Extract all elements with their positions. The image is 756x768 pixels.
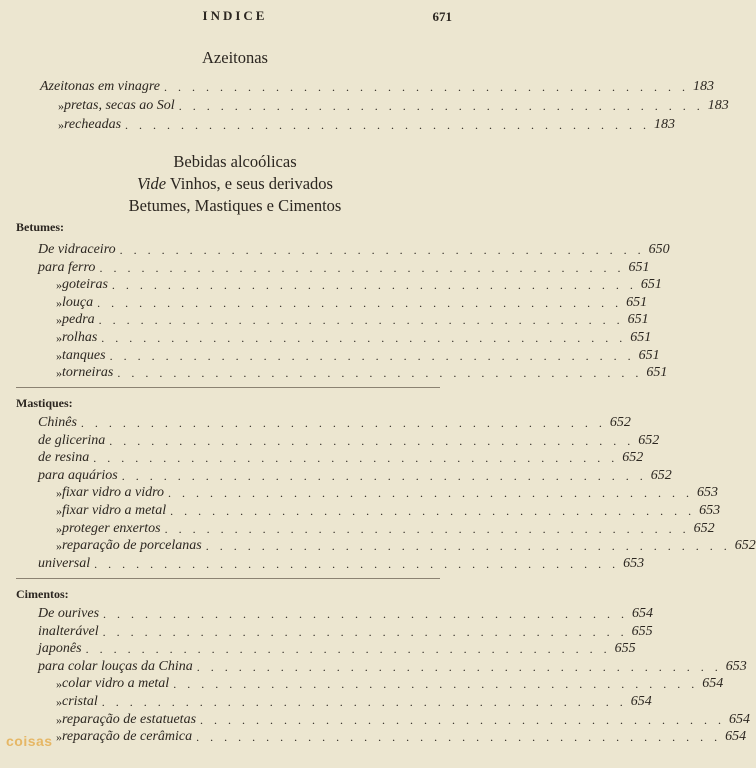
- ditto-mark: »: [56, 313, 62, 328]
- entry-label: inalterável: [38, 623, 99, 639]
- ditto-mark: »: [56, 677, 62, 692]
- index-entry: [38, 605, 654, 622]
- page-reference: 652: [609, 415, 631, 430]
- index-entry: [38, 623, 653, 640]
- index-entry: [38, 711, 751, 728]
- entry-label: para colar louças da China: [38, 658, 193, 674]
- page-reference: 651: [627, 312, 649, 328]
- ditto-mark: »: [56, 331, 62, 345]
- index-entry: [38, 467, 672, 484]
- dot-leader: . . . . . . . . . . . . . . . . . . . . . . . . . . . . . . . . . . . . . .: [98, 313, 624, 328]
- index-entry: [38, 364, 668, 381]
- entry-label: rolhas: [62, 330, 98, 345]
- category-label-mastiques: Mastiques:: [16, 396, 73, 410]
- dot-leader: . . . . . . . . . . . . . . . . . . . . . . . . . . . . . . . . . . . . . .: [200, 712, 726, 727]
- page-reference: 651: [638, 347, 660, 363]
- entry-label: pedra: [62, 312, 95, 328]
- dot-leader: . . . . . . . . . . . . . . . . . . . . . . . . . . . . . . . . . . . . . .: [164, 80, 690, 94]
- entry-label: fixar vidro a vidro: [62, 485, 165, 501]
- page-reference: 655: [631, 623, 653, 639]
- ditto-mark: »: [56, 712, 62, 727]
- index-entry: [38, 658, 747, 675]
- entry-label: goteiras: [62, 277, 108, 293]
- entry-label: de resina: [38, 450, 90, 466]
- index-entry: [38, 414, 631, 431]
- page-reference: 654: [630, 694, 652, 709]
- page-reference: 654: [632, 606, 654, 621]
- page-number: 671: [432, 9, 452, 24]
- index-entry: [40, 116, 676, 133]
- entry-label: japonês: [38, 641, 82, 657]
- page-reference: 654: [702, 676, 724, 692]
- dot-leader: . . . . . . . . . . . . . . . . . . . . . . . . . . . . . . . . . . . . . .: [97, 295, 623, 310]
- watermark-logo: coisas: [6, 733, 53, 749]
- entry-label: universal: [38, 555, 91, 571]
- dot-leader: . . . . . . . . . . . . . . . . . . . . . . . . . . . . . . . . . . . . . .: [196, 659, 722, 674]
- index-entry: [38, 347, 660, 364]
- index-entry: [38, 259, 650, 276]
- ditto-mark: »: [56, 730, 62, 745]
- ditto-mark: »: [56, 504, 62, 518]
- page-reference: 651: [628, 259, 650, 275]
- index-entry: [38, 294, 648, 311]
- divider-rule: [16, 387, 440, 388]
- entry-label: reparação de cerâmica: [62, 729, 193, 745]
- page-reference: 183: [654, 117, 676, 132]
- dot-leader: . . . . . . . . . . . . . . . . . . . . . . . . . . . . . . . . . . . . . .: [117, 366, 643, 381]
- index-entry: [40, 78, 715, 95]
- page-reference: 653: [697, 485, 719, 501]
- page-reference: 655: [614, 641, 636, 657]
- category-label-betumes: Betumes:: [16, 220, 64, 234]
- dot-leader: . . . . . . . . . . . . . . . . . . . . . . . . . . . . . . . . . . . . . .: [109, 348, 635, 363]
- section-title-azeitonas: Azeitonas: [202, 48, 268, 67]
- ditto-mark: »: [56, 278, 62, 293]
- ditto-mark: »: [58, 118, 64, 132]
- dot-leader: . . . . . . . . . . . . . . . . . . . . . . . . . . . . . . . . . . . . . .: [168, 486, 694, 501]
- dot-leader: . . . . . . . . . . . . . . . . . . . . . . . . . . . . . . . . . . . . . .: [205, 539, 731, 554]
- entry-label: para ferro: [38, 259, 96, 275]
- index-entry: [38, 432, 660, 449]
- bebidas-cross-reference: [0, 174, 470, 194]
- entry-label: para aquários: [38, 467, 118, 483]
- ditto-mark: »: [56, 295, 62, 310]
- entry-label: De ourives: [38, 606, 100, 621]
- page-reference: 183: [707, 98, 729, 113]
- ditto-mark: »: [56, 348, 62, 363]
- entry-label: de glicerina: [38, 432, 106, 448]
- entry-label: recheadas: [64, 117, 122, 132]
- dot-leader: . . . . . . . . . . . . . . . . . . . . . . . . . . . . . . . . . . . . . .: [101, 331, 627, 345]
- page-reference: 653: [699, 503, 721, 518]
- entry-label: torneiras: [62, 365, 114, 381]
- dot-leader: . . . . . . . . . . . . . . . . . . . . . . . . . . . . . . . . . . . . . .: [109, 433, 635, 448]
- entry-label: pretas, secas ao Sol: [64, 98, 175, 113]
- dot-leader: . . . . . . . . . . . . . . . . . . . . . . . . . . . . . . . . . . . . . .: [164, 521, 690, 536]
- ditto-mark: »: [56, 366, 62, 381]
- entry-label: fixar vidro a metal: [62, 503, 167, 518]
- page-reference: 652: [734, 538, 756, 554]
- page-reference: 651: [630, 330, 652, 345]
- entry-label: cristal: [62, 694, 98, 709]
- page-reference: 652: [693, 520, 715, 536]
- index-entry: [38, 693, 652, 710]
- index-entry: [38, 675, 724, 692]
- index-entry: [38, 311, 649, 328]
- page-reference: 651: [646, 365, 668, 381]
- page-reference: 654: [725, 729, 747, 745]
- dot-leader: . . . . . . . . . . . . . . . . . . . . . . . . . . . . . . . . . . . . . .: [102, 624, 628, 639]
- dot-leader: . . . . . . . . . . . . . . . . . . . . . . . . . . . . . . . . . . . . . .: [80, 416, 606, 430]
- dot-leader: . . . . . . . . . . . . . . . . . . . . . . . . . . . . . . . . . . . . . .: [85, 642, 611, 657]
- page-reference: 652: [638, 432, 660, 448]
- entry-label: Azeitonas em vinagre: [40, 79, 161, 94]
- divider-rule: [16, 578, 440, 579]
- section-title-bebidas: Bebidas alcoólicas: [173, 152, 297, 171]
- vide-target: Vinhos, e seus derivados: [169, 174, 333, 193]
- dot-leader: . . . . . . . . . . . . . . . . . . . . . . . . . . . . . . . . . . . . . .: [178, 99, 704, 113]
- dot-leader: . . . . . . . . . . . . . . . . . . . . . . . . . . . . . . . . . . . . . .: [103, 607, 629, 621]
- dot-leader: . . . . . . . . . . . . . . . . . . . . . . . . . . . . . . . . . . . . . .: [125, 118, 651, 132]
- entry-label: proteger enxertos: [62, 520, 161, 536]
- entry-label: reparação de estatuetas: [62, 711, 197, 727]
- dot-leader: . . . . . . . . . . . . . . . . . . . . . . . . . . . . . . . . . . . . . .: [93, 451, 619, 466]
- ditto-mark: »: [56, 695, 62, 709]
- page-reference: 652: [650, 467, 672, 483]
- dot-leader: . . . . . . . . . . . . . . . . . . . . . . . . . . . . . . . . . . . . . .: [94, 556, 620, 571]
- index-entry: [38, 520, 715, 537]
- page-reference: 183: [693, 79, 715, 94]
- vide-word: Vide: [137, 174, 167, 193]
- index-entry: [38, 728, 747, 745]
- index-entry: [38, 502, 721, 519]
- index-entry: [38, 640, 636, 657]
- dot-leader: . . . . . . . . . . . . . . . . . . . . . . . . . . . . . . . . . . . . . .: [121, 468, 647, 483]
- ditto-mark: »: [58, 99, 64, 113]
- page-reference: 653: [725, 658, 747, 674]
- dot-leader: . . . . . . . . . . . . . . . . . . . . . . . . . . . . . . . . . . . . . .: [170, 504, 696, 518]
- index-entry: [40, 97, 729, 114]
- index-entry: [38, 449, 644, 466]
- index-entry: [38, 276, 662, 293]
- index-entry: [38, 329, 652, 346]
- dot-leader: . . . . . . . . . . . . . . . . . . . . . . . . . . . . . . . . . . . . . .: [173, 677, 699, 692]
- dot-leader: . . . . . . . . . . . . . . . . . . . . . . . . . . . . . . . . . . . . . .: [111, 278, 637, 293]
- page-reference: 652: [622, 450, 644, 466]
- index-entry: [38, 484, 719, 501]
- entry-label: De vidraceiro: [38, 242, 116, 257]
- entry-label: tanques: [62, 347, 106, 363]
- entry-label: colar vidro a metal: [62, 676, 170, 692]
- ditto-mark: »: [56, 486, 62, 501]
- index-entry: [38, 537, 756, 554]
- section-title-betumes-mastiques-cimentos: Betumes, Mastiques e Cimentos: [128, 196, 342, 215]
- page-reference: 650: [648, 242, 670, 257]
- dot-leader: . . . . . . . . . . . . . . . . . . . . . . . . . . . . . . . . . . . . . .: [99, 260, 625, 275]
- ditto-mark: »: [56, 539, 62, 554]
- page-reference: 651: [626, 294, 648, 310]
- entry-label: louça: [62, 294, 94, 310]
- index-entry: [38, 241, 670, 258]
- page-reference: 654: [729, 711, 751, 727]
- entry-label: reparação de porcelanas: [62, 538, 202, 554]
- page-reference: 653: [623, 555, 645, 571]
- page-reference: 651: [640, 277, 662, 293]
- dot-leader: . . . . . . . . . . . . . . . . . . . . . . . . . . . . . . . . . . . . . .: [196, 730, 722, 745]
- dot-leader: . . . . . . . . . . . . . . . . . . . . . . . . . . . . . . . . . . . . . .: [101, 695, 627, 709]
- index-entry: [38, 555, 645, 572]
- running-head: INDICE: [202, 8, 268, 23]
- category-label-cimentos: Cimentos:: [16, 587, 69, 601]
- entry-label: Chinês: [38, 415, 77, 430]
- ditto-mark: »: [56, 521, 62, 536]
- dot-leader: . . . . . . . . . . . . . . . . . . . . . . . . . . . . . . . . . . . . . .: [119, 243, 645, 257]
